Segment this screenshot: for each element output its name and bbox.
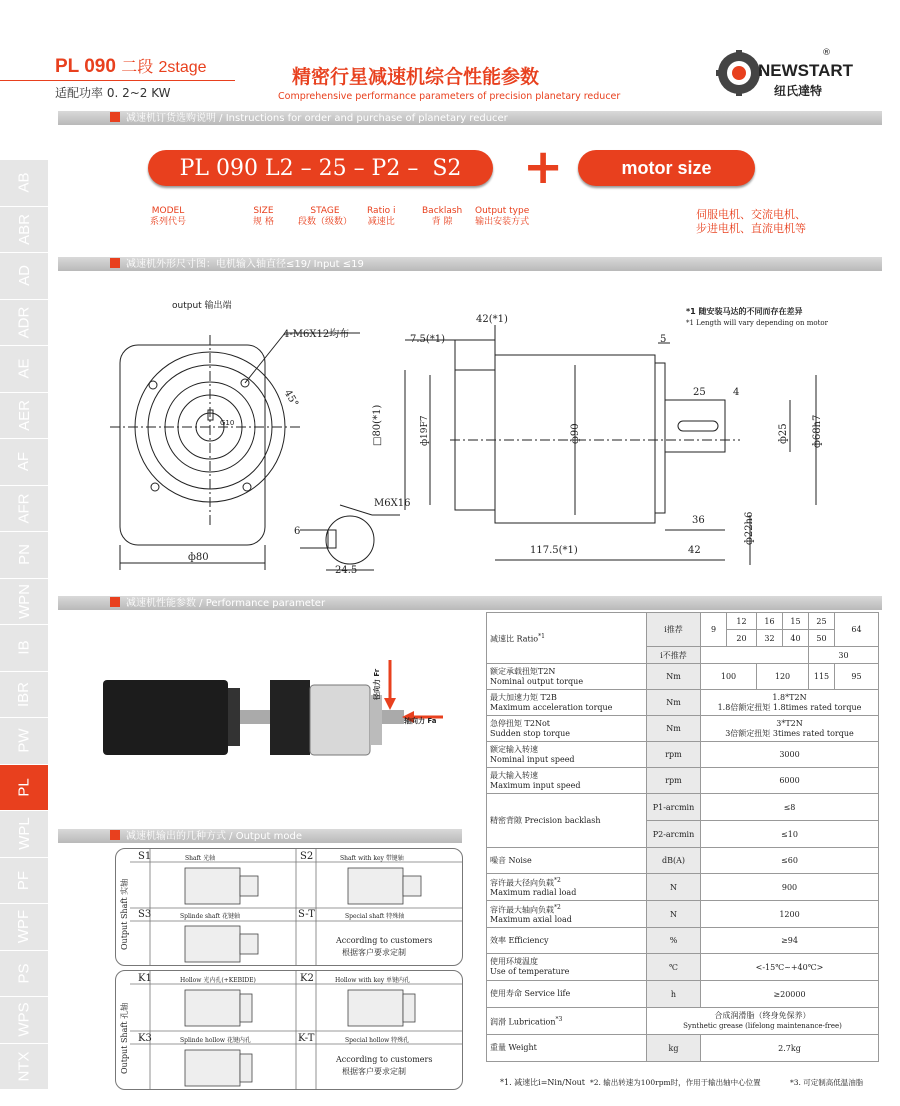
dim-phi19: ф19F7 — [420, 415, 430, 446]
front-view-label: G10 — [220, 419, 235, 427]
axial-load-value: 1200 — [701, 901, 879, 928]
mode-k3: K3 — [138, 1033, 152, 1044]
dim-phi25: ф25 — [778, 423, 789, 444]
side-tab-label: IB — [15, 640, 33, 655]
mode-s3-desc: Splinde shaft 花键轴 — [180, 913, 241, 920]
side-tab-ab[interactable] — [0, 160, 48, 207]
ratio-label: 减速比 Ratio$^{*1}$ — [487, 613, 647, 664]
i-recommended: i推荐 — [647, 613, 701, 647]
accel-label: 最大加速力矩 T2B Maximum acceleration torque — [487, 690, 647, 716]
mode-s2-desc: Shaft with key 带键轴 — [340, 855, 404, 862]
dim-4: 4 — [733, 387, 740, 398]
side-tab-ib[interactable] — [0, 625, 48, 672]
footnote-3: *3. 可定制高低温油脂 — [790, 1078, 864, 1087]
order-code: PL 090 L2 – 25 – P2 – S2 — [179, 155, 462, 181]
side-tab-adr[interactable] — [0, 300, 48, 347]
model-title — [55, 54, 207, 78]
side-tab-aer[interactable] — [0, 393, 48, 440]
torque-95: 95 — [835, 664, 879, 690]
order-label-2: STAGE 段数（级数） — [298, 206, 353, 227]
ratio-20: 20 — [727, 630, 757, 647]
order-section-title: 减速机订货选购说明 / Instructions for order and purchase of planetary reducer — [110, 109, 508, 124]
brand-reg: ® — [822, 48, 831, 58]
nominal-speed-label: 额定输入转速 Nominal input speed — [487, 742, 647, 768]
plus-sign: + — [523, 139, 564, 195]
side-tab-ad[interactable] — [0, 253, 48, 300]
output-end-label: output 输出端 — [172, 301, 232, 311]
nominal-speed-unit: rpm — [647, 742, 701, 768]
axial-load-label: 容许最大轴向负载$^{*2}$ Maximum axial load — [487, 901, 647, 928]
mode-s3: S3 — [138, 909, 152, 920]
noise-value: ≤60 — [701, 848, 879, 874]
radial-load-label: 容许最大径向负载$^{*2}$ Maximum radial load — [487, 874, 647, 901]
p2-value: ≤10 — [701, 821, 879, 848]
reducer-photo — [98, 640, 448, 770]
side-tab-label: WPF — [15, 910, 33, 944]
dim-75: 7.5(*1) — [410, 334, 446, 345]
performance-table — [486, 612, 879, 1062]
weight-unit: kg — [647, 1035, 701, 1062]
order-code-pill — [148, 150, 493, 186]
d80-label: ф80 — [188, 552, 209, 563]
order-label-1: SIZE 规 格 — [253, 206, 274, 227]
dim-25: 25 — [693, 387, 706, 398]
bolt-label: 4-M6X12均布 — [283, 329, 350, 340]
perf-section-title: 减速机性能参数 / Performance parameter — [110, 594, 325, 609]
noise-label: 噪音 Noise — [487, 848, 647, 874]
dim-42-top: 42(*1) — [476, 314, 508, 325]
motor-note-en: *1 Length will vary depending on motor — [686, 319, 828, 327]
dim-phi22: ф22h6 — [744, 511, 755, 545]
torque-unit: Nm — [647, 664, 701, 690]
solid-shaft-title: Output Shaft 实轴 — [120, 878, 129, 950]
side-tab-wpl[interactable] — [0, 811, 48, 858]
d6-label: 6 — [294, 526, 301, 537]
side-tab-pn[interactable] — [0, 532, 48, 579]
side-tab-ae[interactable] — [0, 346, 48, 393]
order-label-5: Output type 输出安装方式 — [475, 206, 530, 227]
side-tab-label: AB — [15, 172, 33, 193]
page-title-cn: 精密行星减速机综合性能参数 — [292, 66, 540, 88]
radial-force-label: 径向力 Fr — [373, 668, 381, 700]
mode-st-custom-en: According to customers — [336, 936, 433, 945]
power-label: 适配功率 0. 2~2 KW — [55, 86, 171, 100]
brand-logo — [712, 44, 882, 100]
torque-115: 115 — [809, 664, 835, 690]
mode-kt-desc: Special hollow 特殊孔 — [345, 1037, 410, 1044]
mode-k1-desc: Hollow 光内孔(+KEBIDE) — [180, 977, 256, 984]
footnote-1: *1. 减速比i=Nin/Nout — [500, 1078, 586, 1087]
nominal-speed-value: 3000 — [701, 742, 879, 768]
side-tab-label: ABR — [15, 213, 33, 245]
mode-kt: K-T — [298, 1033, 315, 1044]
mode-k2-desc: Hollow with key 单键内孔 — [335, 977, 411, 984]
max-speed-unit: rpm — [647, 768, 701, 794]
mode-s1-desc: Shaft 光轴 — [185, 855, 216, 862]
efficiency-value: ≥94 — [701, 928, 879, 954]
dimension-drawing — [100, 305, 890, 585]
temperature-label: 使用环境温度 Use of temperature — [487, 954, 647, 981]
motor-types-line2: 步进电机、直流电机等 — [696, 222, 806, 235]
temperature-unit: ℃ — [647, 954, 701, 981]
side-tab-label: ADR — [15, 306, 33, 339]
angle-label: 45° — [281, 388, 301, 409]
brand-cn: 纽氏達特 — [774, 84, 823, 98]
torque-label: 额定承载扭矩T2N Nominal output torque — [487, 664, 647, 690]
mode-s2: S2 — [300, 851, 314, 862]
p2-unit: P2-arcmin — [647, 821, 701, 848]
d245-label: 24.5 — [335, 565, 358, 576]
noise-unit: dB(A) — [647, 848, 701, 874]
lubrication-value: 合成润滑脂（终身免保养） Synthetic grease (lifelong maintenance-free) — [647, 1008, 879, 1035]
header-left-line — [0, 80, 235, 81]
side-tab-label: AE — [15, 358, 33, 379]
stop-label: 急停扭矩 T2Not Sudden stop torque — [487, 716, 647, 742]
side-tab-af[interactable] — [0, 439, 48, 486]
ratio-16: 16 — [757, 613, 783, 630]
side-tab-label: PL — [15, 778, 33, 797]
radial-load-value: 900 — [701, 874, 879, 901]
side-tab-label: PN — [15, 544, 33, 566]
brand-name: NEWSTART — [758, 61, 854, 80]
side-tab-label: WPN — [15, 583, 33, 619]
mode-kt-custom-cn: 根据客户要求定制 — [342, 1067, 406, 1076]
mode-st-custom-cn: 根据客户要求定制 — [342, 948, 406, 957]
dim-phi68: ф68h7 — [812, 414, 823, 448]
mode-s1: S1 — [138, 851, 152, 862]
side-tab-label: AD — [15, 265, 33, 287]
lubrication-label: 润滑 Lubrication$^{*3}$ — [487, 1008, 647, 1035]
radial-load-unit: N — [647, 874, 701, 901]
side-tab-label: AFR — [15, 493, 33, 524]
weight-label: 重量 Weight — [487, 1035, 647, 1062]
output-section-title: 减速机输出的几种方式 / Output mode — [110, 827, 302, 842]
ratio-30: 30 — [809, 647, 879, 664]
side-tab-pw[interactable] — [0, 718, 48, 765]
side-tabs — [0, 160, 48, 1090]
p1-unit: P1-arcmin — [647, 794, 701, 821]
weight-value: 2.7kg — [701, 1035, 879, 1062]
mode-st: S-T — [298, 909, 315, 920]
dim-section-title: 减速机外形尺寸图：电机输入轴直径≤19/ Input ≤19 — [110, 255, 364, 270]
page-title-en: Comprehensive performance parameters of precision planetary reducer — [278, 91, 621, 102]
mode-k2: K2 — [300, 973, 314, 984]
side-tab-label: PW — [15, 728, 33, 753]
stop-unit: Nm — [647, 716, 701, 742]
stop-value: 3*T2N 3倍额定扭矩 3times rated torque — [701, 716, 879, 742]
side-tab-abr[interactable] — [0, 207, 48, 254]
stage-cn: 二段 — [121, 59, 154, 76]
i-not-recommended: i不推荐 — [647, 647, 701, 664]
order-label-4: Backlash 背 隙 — [422, 206, 463, 227]
motor-types-line1: 伺服电机、交流电机、 — [696, 208, 806, 221]
stage-en: 2stage — [158, 59, 207, 76]
side-tab-label: AER — [15, 399, 33, 431]
side-tab-pf[interactable] — [0, 858, 48, 905]
side-tab-label: IBR — [15, 681, 33, 707]
accel-value: 1.8*T2N 1.8倍额定扭矩 1.8times rated torque — [701, 690, 879, 716]
side-tab-wps[interactable] — [0, 997, 48, 1044]
output-mode-grid — [130, 848, 463, 1090]
life-unit: h — [647, 981, 701, 1008]
life-value: ≥20000 — [701, 981, 879, 1008]
mode-k1: K1 — [138, 973, 152, 984]
side-tab-ntx[interactable] — [0, 1044, 48, 1091]
footnote-2: *2. 输出转速为100rpm时，作用于输出轴中心位置 — [590, 1078, 761, 1087]
temperature-value: <-15℃~+40℃> — [701, 954, 879, 981]
side-tab-wpf[interactable] — [0, 904, 48, 951]
max-speed-label: 最大输入转速 Maximum input speed — [487, 768, 647, 794]
side-tab-label: WPS — [15, 1002, 33, 1037]
dim-5: 5 — [660, 334, 667, 345]
ratio-15: 15 — [783, 613, 809, 630]
side-tab-afr[interactable] — [0, 486, 48, 533]
p1-value: ≤8 — [701, 794, 879, 821]
motor-size-pill — [578, 150, 755, 186]
ratio-50: 50 — [809, 630, 835, 647]
side-tab-pl[interactable] — [0, 765, 48, 812]
order-label-3: Ratio i 减速比 — [367, 206, 396, 227]
ratio-40: 40 — [783, 630, 809, 647]
ratio-12: 12 — [727, 613, 757, 630]
backlash-label: 精密背隙 Precision backlash — [487, 794, 647, 848]
motor-types — [696, 208, 806, 236]
side-tab-label: PS — [15, 963, 33, 984]
dim-sq80: □80(*1) — [372, 404, 383, 446]
side-tab-ibr[interactable] — [0, 672, 48, 719]
logo-gear-icon — [716, 50, 762, 96]
side-tab-label: NTX — [15, 1051, 33, 1082]
mode-k3-desc: Splinde hollow 花键内孔 — [180, 1037, 251, 1044]
dim-42: 42 — [688, 545, 701, 556]
ratio-9: 9 — [701, 613, 727, 647]
hollow-shaft-title: Output Shaft 孔轴 — [120, 1002, 129, 1074]
torque-120: 120 — [757, 664, 809, 690]
motor-size-label: motor size — [621, 157, 712, 178]
axial-force-label: 轴向力 Fa — [404, 717, 437, 725]
torque-100: 100 — [701, 664, 757, 690]
ratio-64: 64 — [835, 613, 879, 647]
axial-load-unit: N — [647, 901, 701, 928]
ratio-32: 32 — [757, 630, 783, 647]
side-tab-label: PF — [15, 870, 33, 890]
side-tab-label: WPL — [15, 817, 33, 851]
m6-label: M6X16 — [374, 498, 411, 509]
side-tab-ps[interactable] — [0, 951, 48, 998]
life-label: 使用寿命 Service life — [487, 981, 647, 1008]
efficiency-label: 效率 Efficiency — [487, 928, 647, 954]
side-tab-label: AF — [15, 452, 33, 472]
dim-1175: 117.5(*1) — [530, 545, 578, 556]
dim-phi90: ф90 — [570, 423, 581, 444]
order-label-0: MODEL 系列代号 — [150, 206, 187, 227]
motor-note-cn: *1 随安装马达的不同而存在差异 — [686, 307, 803, 316]
efficiency-unit: % — [647, 928, 701, 954]
model-code: PL 090 — [55, 56, 116, 77]
accel-unit: Nm — [647, 690, 701, 716]
max-speed-value: 6000 — [701, 768, 879, 794]
mode-kt-custom-en: According to customers — [336, 1055, 433, 1064]
side-tab-wpn[interactable] — [0, 579, 48, 626]
dim-36: 36 — [692, 515, 705, 526]
mode-st-desc: Special shaft 特殊轴 — [345, 913, 405, 920]
ratio-25: 25 — [809, 613, 835, 630]
